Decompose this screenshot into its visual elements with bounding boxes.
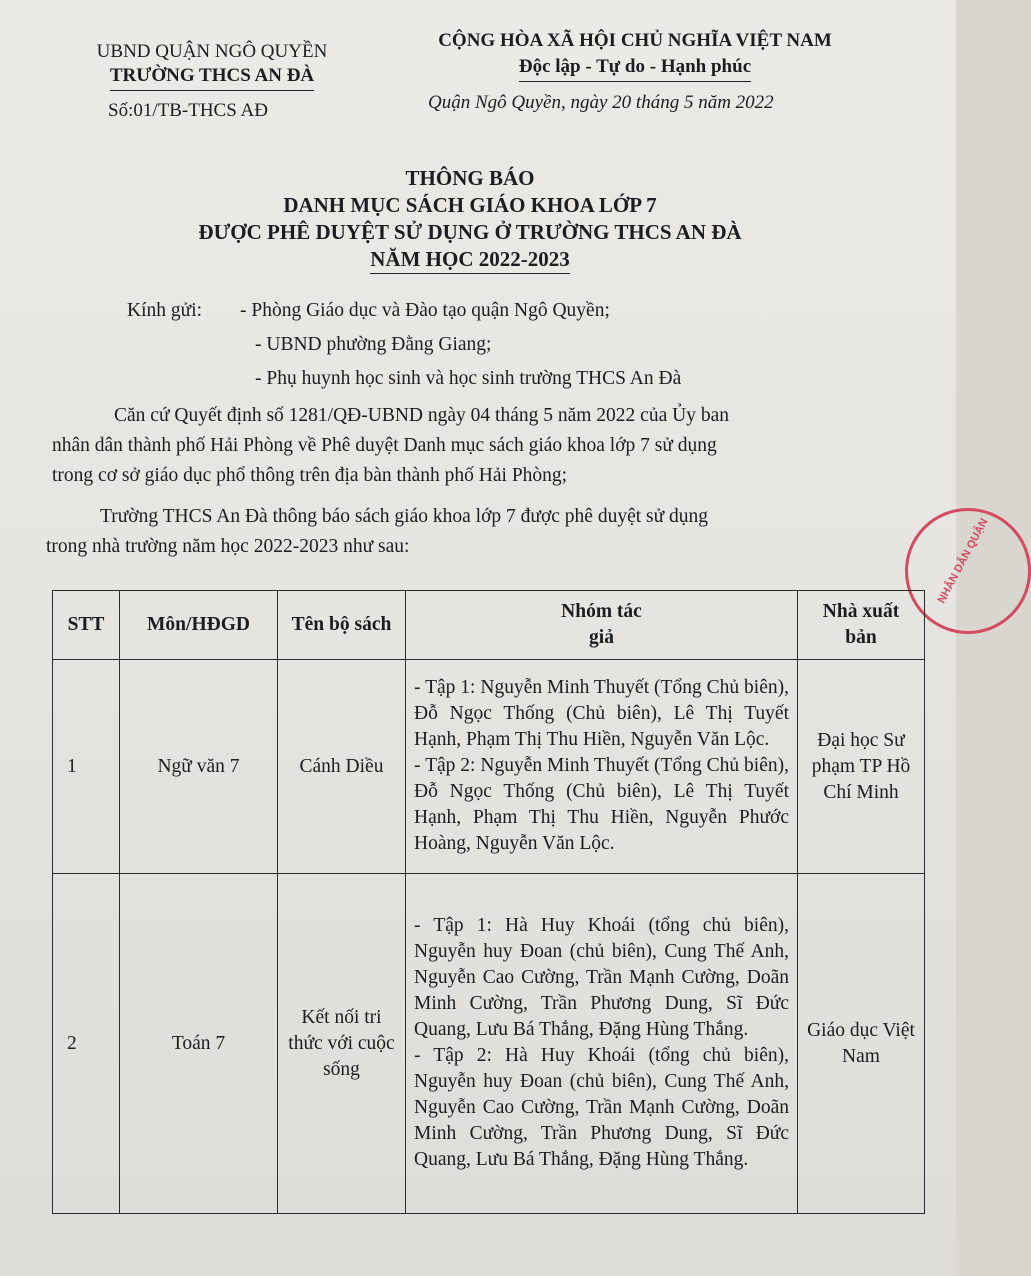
cell-publisher: Giáo dục Việt Nam	[798, 874, 925, 1214]
title-line-2: DANH MỤC SÁCH GIÁO KHOA LỚP 7	[283, 193, 657, 217]
paragraph-line: nhân dân thành phố Hải Phòng về Phê duyệt Danh mục sách giáo khoa lớp 7 sử dụng	[52, 435, 717, 456]
header-publisher	[798, 591, 925, 660]
header-subject: Môn/HĐGD	[120, 591, 278, 660]
title-line-3: ĐƯỢC PHÊ DUYỆT SỬ DỤNG Ở TRƯỜNG THCS AN ĐÀ	[198, 220, 742, 244]
table-header-row	[53, 591, 925, 660]
document-title	[100, 165, 840, 274]
table-row	[53, 660, 925, 874]
recipients-label: Kính gửi:	[127, 300, 203, 321]
authors-volume-1: - Tập 1: Hà Huy Khoái (tổng chủ biên), Nguyễn huy Đoan (chủ biên), Cung Thế Anh, Nguyễn Cao Cường, Trần Mạnh Cường, Doãn Minh Cường, Trần Phương Dung, Sĩ Đức Quang, Lưu Bá Thắng, Đặng Hùng Thắng.	[414, 915, 789, 1040]
title-line-1: THÔNG BÁO	[405, 166, 535, 190]
authors-volume-2: - Tập 2: Hà Huy Khoái (tổng chủ biên), Nguyễn huy Đoan (chủ biên), Cung Thế Anh, Nguyễn Cao Cường, Trần Mạnh Cường, Doãn Minh Cường, Trần Phương Dung, Sĩ Đức Quang, Lưu Bá Thắng, Đặng Hùng Thắng.	[414, 1045, 789, 1170]
header-publisher-line-1: Nhà xuất	[822, 601, 900, 622]
national-title: CỘNG HÒA XÃ HỘI CHỦ NGHĨA VIỆT NAM	[438, 30, 832, 51]
authors-volume-2: - Tập 2: Nguyễn Minh Thuyết (Tổng Chủ biên), Đỗ Ngọc Thống (Chủ biên), Lê Thị Tuyết Hạnh, Phạm Thị Thu Hiền, Nguyễn Phước Hoàng, Nguyễn Văn Lộc.	[414, 755, 789, 854]
paragraph-line: Căn cứ Quyết định số 1281/QĐ-UBND ngày 04 tháng 5 năm 2022 của Ủy ban	[114, 405, 729, 426]
header-stt: STT	[53, 591, 120, 660]
header-book-set: Tên bộ sách	[278, 591, 406, 660]
issuer-authority: UBND QUẬN NGÔ QUYỀN	[96, 41, 328, 62]
issuer-block	[62, 40, 362, 91]
recipient-item: - UBND phường Đằng Giang;	[255, 334, 492, 355]
header-authors	[406, 591, 798, 660]
cell-stt: 1	[53, 660, 120, 874]
title-line-4: NĂM HỌC 2022-2023	[370, 246, 569, 274]
header-authors-line-2: giả	[589, 627, 614, 648]
cell-subject: Ngữ văn 7	[120, 660, 278, 874]
cell-publisher: Đại học Sư phạm TP Hồ Chí Minh	[798, 660, 925, 874]
cell-subject: Toán 7	[120, 874, 278, 1214]
document-number: Số:01/TB-THCS AĐ	[108, 100, 268, 121]
recipient-item: - Phụ huynh học sinh và học sinh trường THCS An Đà	[255, 368, 682, 389]
document-date: Quận Ngô Quyền, ngày 20 tháng 5 năm 2022	[428, 92, 774, 113]
cell-stt: 2	[53, 874, 120, 1214]
header-publisher-line-2: bản	[845, 627, 877, 648]
paragraph-line: trong cơ sở giáo dục phổ thông trên địa bàn thành phố Hải Phòng;	[52, 465, 568, 486]
cell-book-set: Cánh Diều	[278, 660, 406, 874]
authors-volume-1: - Tập 1: Nguyễn Minh Thuyết (Tổng Chủ biên), Đỗ Ngọc Thống (Chủ biên), Lê Thị Tuyết Hạnh, Phạm Thị Thu Hiền, Nguyễn Văn Lộc.	[414, 677, 789, 750]
national-motto: Độc lập - Tự do - Hạnh phúc	[519, 54, 751, 82]
cell-authors	[406, 660, 798, 874]
table-row	[53, 874, 925, 1214]
paragraph-line: Trường THCS An Đà thông báo sách giáo khoa lớp 7 được phê duyệt sử dụng	[100, 506, 709, 527]
recipient-item: - Phòng Giáo dục và Đào tạo quận Ngô Quyền;	[240, 300, 610, 321]
national-motto-block	[405, 28, 865, 82]
issuer-school: TRƯỜNG THCS AN ĐÀ	[110, 64, 314, 91]
cell-authors	[406, 874, 798, 1214]
stamp-text: NHÂN DÂN QUẬN	[935, 516, 991, 606]
cell-book-set: Kết nối tri thức với cuộc sống	[278, 874, 406, 1214]
textbook-table	[52, 590, 925, 1214]
paragraph-line: trong nhà trường năm học 2022-2023 như sau:	[46, 536, 410, 557]
header-authors-line-1: Nhóm tác	[561, 601, 642, 622]
